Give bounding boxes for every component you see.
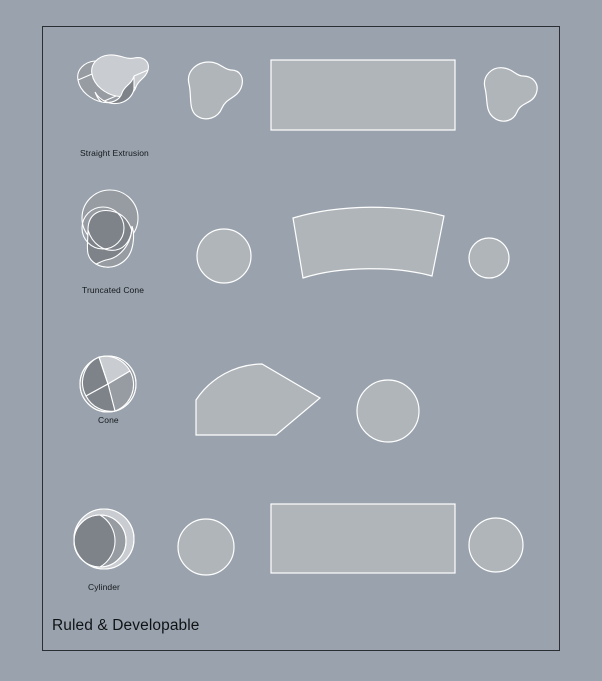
sheet-border	[42, 26, 560, 651]
row-label-straight-extrusion: Straight Extrusion	[80, 148, 149, 158]
row-label-cone: Cone	[98, 415, 119, 425]
sheet-title: Ruled & Developable	[52, 617, 200, 634]
row-label-truncated-cone: Truncated Cone	[82, 285, 145, 295]
row-label-cylinder: Cylinder	[88, 582, 120, 592]
